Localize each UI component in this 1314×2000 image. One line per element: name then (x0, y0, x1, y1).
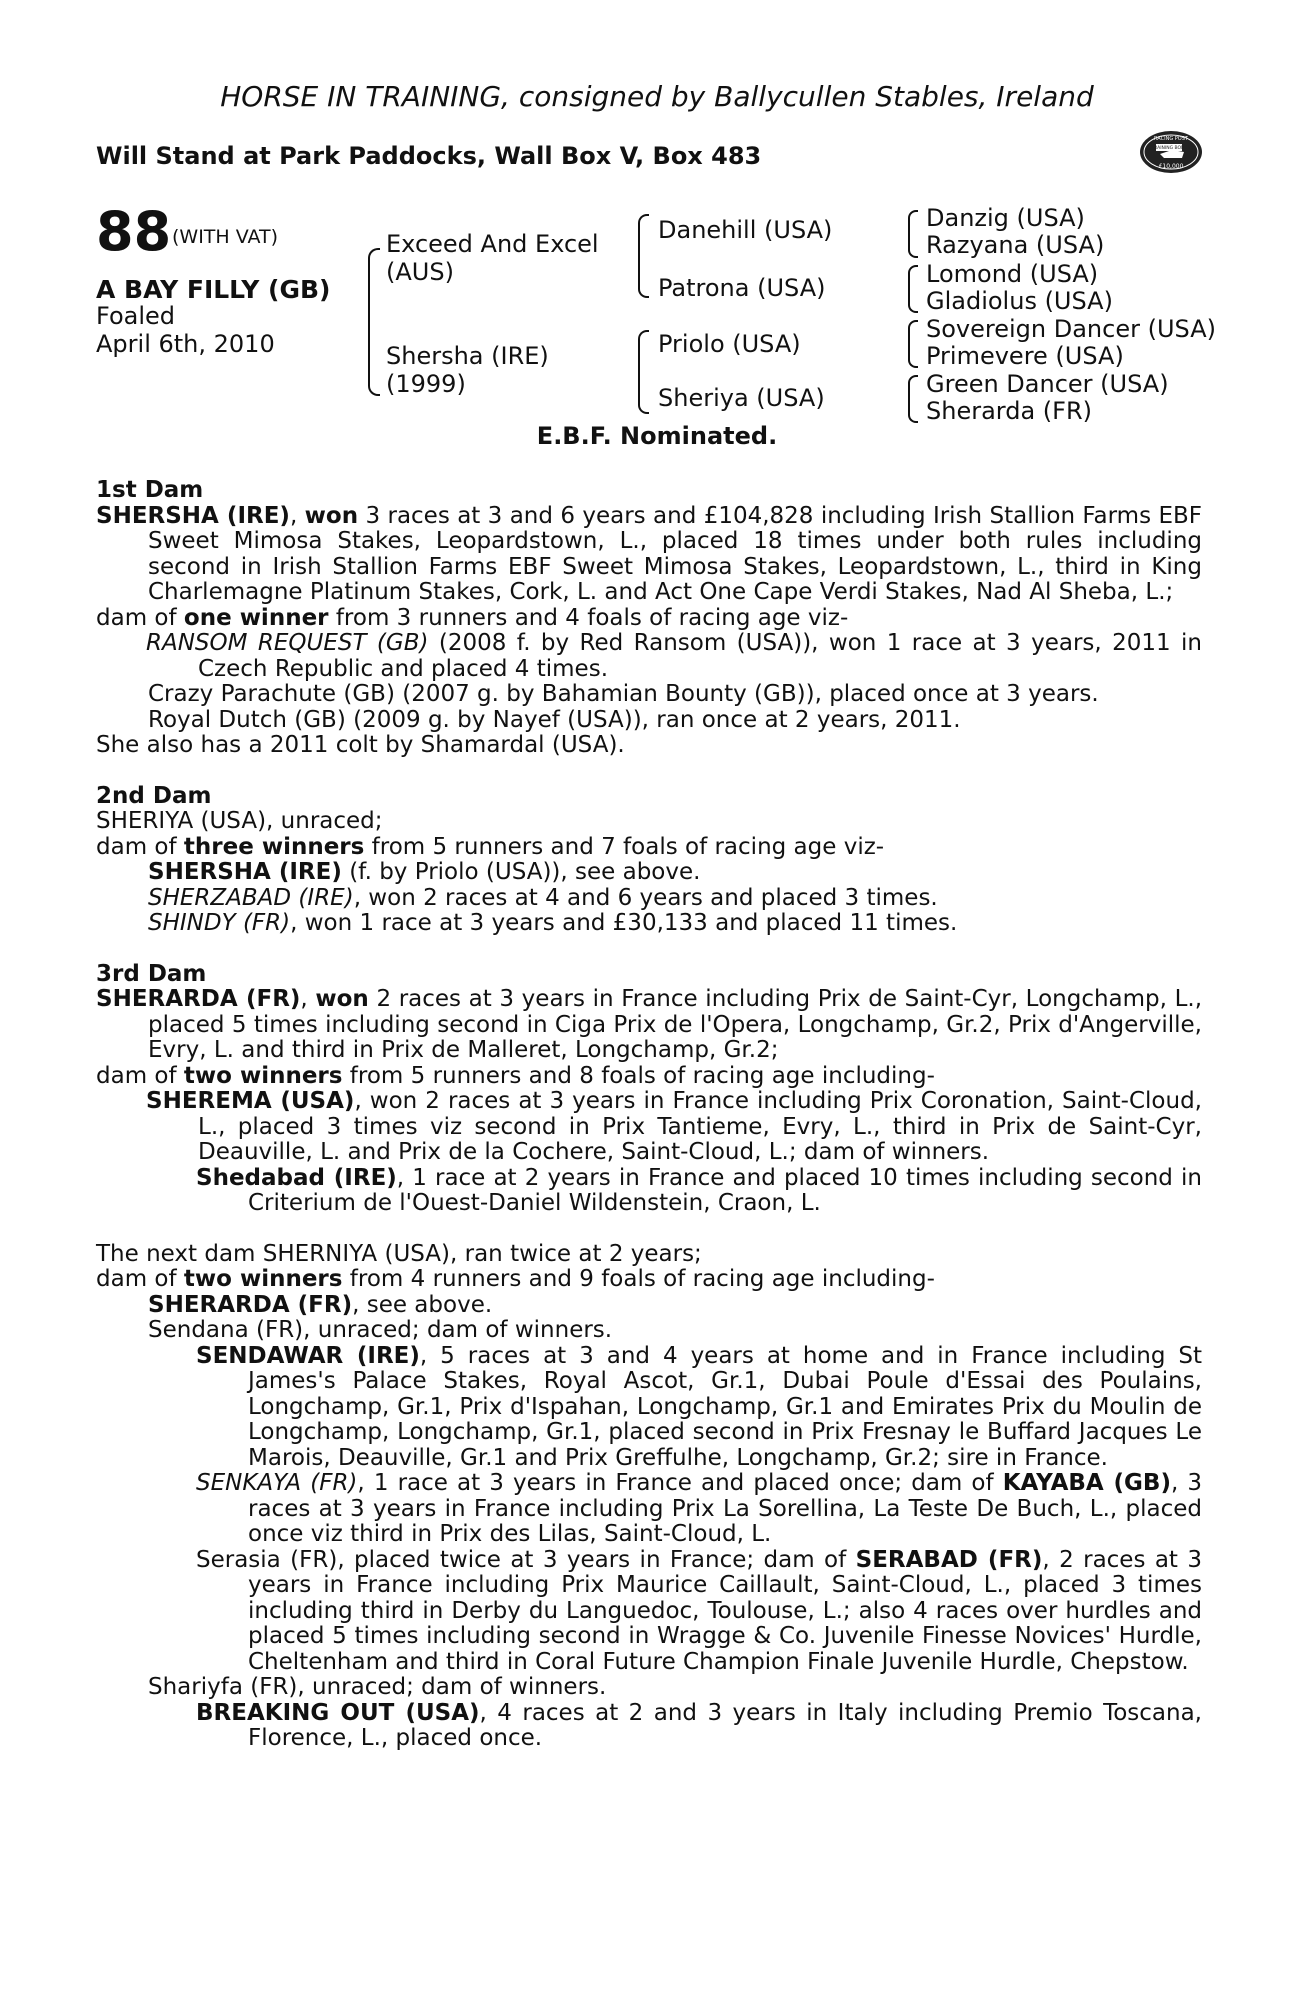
first-dam-record: SHERSHA (IRE), won 3 races at 3 and 6 years and £104,828 including Irish Stallion Farms EBF Sweet Mimosa Stakes, Leopardstown, L., placed 18 times under both rules including second in Irish Stallion Farms EBF Sweet Mimosa Stakes, Leopardstown, L., third in King Charlemagne Platinum Stakes, Cork, L. and Act One Cape Verdi Stakes, Nad Al Sheba, L.; (96, 502, 1202, 605)
second-dam-progeny-2: SHERZABAD (IRE), won 2 races at 4 and 6 years and placed 3 times. (148, 884, 938, 911)
first-dam-record-text: 3 races at 3 and 6 years and £104,828 including Irish Stallion Farms EBF Sweet Mimosa Stakes, Leopardstown, L., placed 18 times under both rules including second in Irish Stallion Farms EBF Sweet Mimosa Stakes, Leopardstown, L., third in King Charlemagne Platinum Stakes, Cork, L. and Act One Cape Verdi Stakes, Nad Al Sheba, L.; (148, 502, 1202, 605)
third-dam-heading: 3rd Dam (96, 960, 207, 987)
lot-number: 88 (96, 200, 172, 263)
pedigree-sire: Exceed And Excel (386, 230, 599, 258)
first-dam-won: won (304, 502, 359, 529)
ebf-nominated: E.B.F. Nominated. (536, 422, 778, 450)
third-dam-produce-summary: dam of two winners from 5 runners and 8 foals of racing age including- (96, 1062, 935, 1089)
pedigree-gen3-3: Lomond (USA) (926, 260, 1099, 288)
next-dam-senkaya: SENKAYA (FR), 1 race at 3 years in France and placed once; dam of KAYABA (GB), 3 races at 3 years in France including Prix La Sorellina, La Teste De Buch, L., placed once viz third in Prix des Lilas, Saint-Cloud, L. (196, 1470, 1203, 1547)
next-dam-line: The next dam SHERNIYA (USA), ran twice at 2 years; (96, 1240, 702, 1267)
first-dam-name: SHERSHA (IRE) (96, 502, 290, 529)
pedigree-brace-g3-4 (908, 375, 918, 423)
pedigree-gen3-2: Razyana (USA) (926, 231, 1105, 259)
pedigree-brace-g3-1 (908, 210, 918, 258)
second-dam-progeny-3: SHINDY (FR), won 1 race at 3 years and £30,133 and placed 11 times. (148, 910, 958, 936)
pedigree-brace-main (368, 248, 380, 396)
next-dam-sendawar: SENDAWAR (IRE), 5 races at 3 and 4 years at home and in France including St James's Palace Stakes, Royal Ascot, Gr.1, Dubai Poule d'Essai des Poulains, Longchamp, Gr.1, Prix d'Ispahan, Longchamp, Gr.1 and Emirates Prix du Moulin de Longchamp, Longchamp, Gr.1, placed second in Prix Fresnay le Buffard Jacques Le Marois, Deauville, Gr.1 and Prix Greffulhe, Longchamp, Gr.2; sire in France. (196, 1342, 1202, 1471)
next-dam-sherarda: SHERARDA (FR), see above. (148, 1291, 493, 1318)
next-dam-shariyfa: Shariyfa (FR), unraced; dam of winners. (148, 1674, 607, 1700)
pedigree-gen3-6: Primevere (USA) (926, 342, 1124, 370)
pedigree-gen3-7: Green Dancer (USA) (926, 370, 1169, 398)
pedigree-notes (96, 478, 1202, 1752)
next-dam-serasia: Serasia (FR), placed twice at 3 years in France; dam of SERABAD (FR), 2 races at 3 years in France including Prix Maurice Caillault, Saint-Cloud, L., placed 3 times including third in Derby du Languedoc, Toulouse, L.; also 4 races over hurdles and placed 5 times including second in Wragge & Co. Juvenile Finesse Novices' Hurdle, Cheltenham and third in Coral Future Champion Finale Juvenile Hurdle, Chepstow. (196, 1546, 1202, 1675)
pedigree-gen2-3: Priolo (USA) (658, 330, 801, 358)
pedigree-gen2-4: Sheriya (USA) (658, 384, 825, 412)
foaled-label: Foaled (96, 302, 176, 330)
training-bonus-logo (1138, 128, 1204, 176)
pedigree-dam-year: (1999) (386, 370, 466, 398)
third-dam-record: SHERARDA (FR), won 2 races at 3 years in France including Prix de Saint-Cyr, Longchamp, L., placed 5 times including second in Ciga Prix de l'Opera, Longchamp, Gr.2, Prix d'Angerville, Evry, L. and third in Prix de Malleret, Longchamp, Gr.2; (96, 986, 1203, 1063)
second-dam-progeny-1: SHERSHA (IRE) (f. by Priolo (USA)), see above. (148, 859, 701, 885)
svg-text:RACING POST: RACING POST (1154, 136, 1188, 142)
stand-location: Will Stand at Park Paddocks, Wall Box V, Box 483 (96, 142, 762, 170)
lot-vat: (WITH VAT) (172, 226, 279, 248)
next-dam-sendana: Sendana (FR), unraced; dam of winners. (148, 1317, 613, 1343)
pedigree-gen3-5: Sovereign Dancer (USA) (926, 315, 1216, 343)
svg-text:£10,000: £10,000 (1158, 163, 1184, 170)
first-dam-progeny-2: Crazy Parachute (GB) (2007 g. by Bahamian Bounty (GB)), placed once at 3 years. (148, 681, 1099, 707)
pedigree-gen3-1: Danzig (USA) (926, 204, 1085, 232)
first-dam-progeny-3: Royal Dutch (GB) (2009 g. by Nayef (USA)), ran once at 2 years, 2011. (148, 706, 961, 733)
pedigree-gen3-4: Gladiolus (USA) (926, 287, 1113, 315)
third-dam-progeny-1: SHEREMA (USA), won 2 races at 3 years in France including Prix Coronation, Saint-Cloud, L., placed 3 times viz second in Prix Tantieme, Evry, L., third in Prix de Saint-Cyr, Deauville, L. and Prix de la Cochere, Saint-Cloud, L.; dam of winners. (146, 1088, 1202, 1165)
pedigree-brace-sire (638, 214, 649, 298)
third-dam-progeny-2: Shedabad (IRE), 1 race at 2 years in France and placed 10 times including second in Criterium de l'Ouest-Daniel Wildenstein, Craon, L. (196, 1164, 1202, 1216)
svg-text:TRAINING BONUS: TRAINING BONUS (1151, 146, 1191, 151)
catalogue-title: HORSE IN TRAINING, consigned by Ballycullen Stables, Ireland (220, 80, 1094, 113)
second-dam-heading: 2nd Dam (96, 782, 212, 809)
pedigree-brace-g3-2 (908, 265, 918, 313)
pedigree-gen2-1: Danehill (USA) (658, 216, 833, 244)
third-dam-section (96, 962, 1202, 1217)
first-dam-produce-summary: dam of one winner from 3 runners and 4 foals of racing age viz- (96, 604, 849, 631)
first-dam-also: She also has a 2011 colt by Shamardal (USA). (96, 732, 625, 758)
pedigree-sire-country: (AUS) (386, 258, 454, 286)
pedigree-gen3-8: Sherarda (FR) (926, 397, 1093, 425)
pedigree-dam: Shersha (IRE) (386, 342, 549, 370)
pedigree-brace-g3-3 (908, 320, 918, 368)
foaled-date: April 6th, 2010 (96, 330, 275, 358)
second-dam-section (96, 784, 1202, 937)
lot-name: A BAY FILLY (GB) (96, 275, 331, 304)
pedigree-gen2-2: Patrona (USA) (658, 274, 826, 302)
second-dam-line: SHERIYA (USA), unraced; (96, 808, 383, 834)
pedigree-brace-dam (638, 330, 649, 414)
first-dam-heading: 1st Dam (96, 477, 204, 503)
next-dam-produce-summary: dam of two winners from 4 runners and 9 foals of racing age including- (96, 1266, 935, 1292)
first-dam-section (96, 478, 1202, 759)
first-dam-progeny-1: RANSOM REQUEST (GB) (2008 f. by Red Ransom (USA)), won 1 race at 3 years, 2011 in Czech Republic and placed 4 times. (146, 630, 1202, 682)
next-dam-breaking-out: BREAKING OUT (USA), 4 races at 2 and 3 years in Italy including Premio Toscana, Florence, L., placed once. (196, 1699, 1202, 1751)
second-dam-produce-summary: dam of three winners from 5 runners and 7 foals of racing age viz- (96, 833, 885, 860)
next-dam-section (96, 1242, 1202, 1752)
